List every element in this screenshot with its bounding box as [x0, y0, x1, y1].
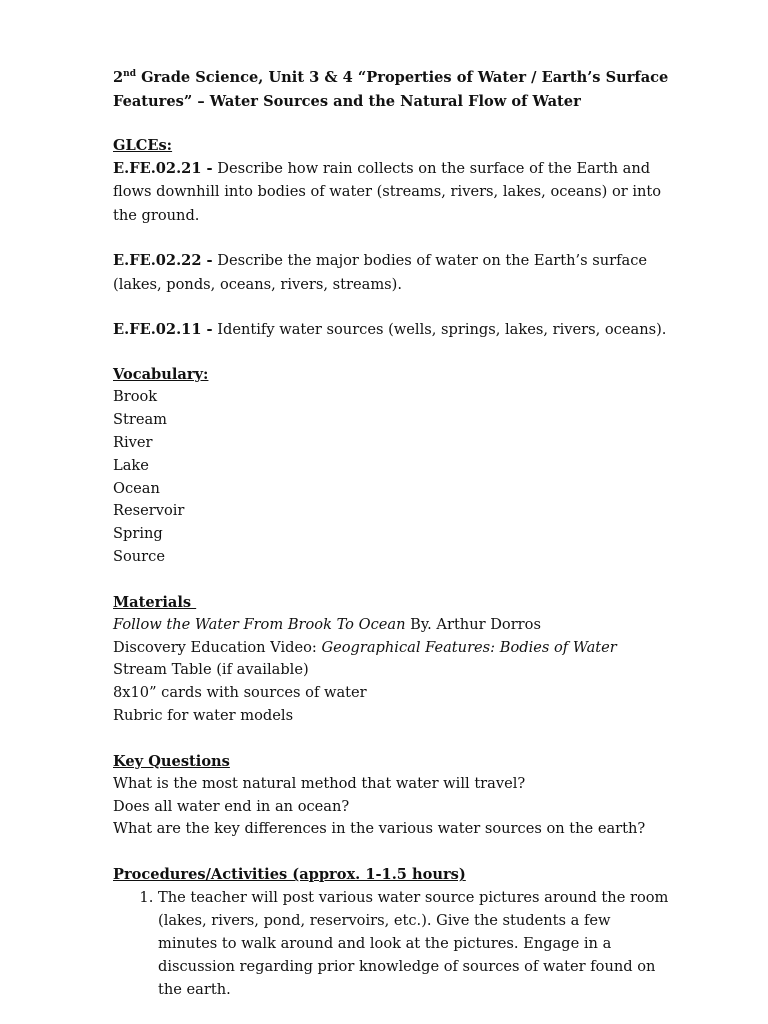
glce-text: Identify water sources (wells, springs, lakes, rivers, oceans).: [212, 321, 667, 339]
vocabulary-word: River: [113, 434, 153, 452]
vocabulary-word: Stream: [113, 411, 168, 429]
materials-video: [113, 637, 673, 660]
materials-section: [113, 591, 673, 728]
vocabulary-word: Ocean: [113, 479, 160, 497]
title-line-2: Features” – Water Sources and the Natural Flow of Water: [113, 93, 581, 110]
title-grade-number: 2: [113, 69, 124, 86]
materials-item: 8x10” cards with sources of water: [113, 684, 367, 702]
video-title: Geographical Features: Bodies of Water: [321, 638, 617, 656]
title-line-1-text: Grade Science, Unit 3 & 4 “Properties of Water / Earth’s Surface: [136, 69, 669, 86]
glce-item-3: [113, 318, 673, 341]
glce-text: Describe how rain collects on the surface of the Earth and flows downhill into bodies of water (streams, rivers, lakes, oceans) or into the ground.: [113, 160, 662, 224]
vocabulary-heading: Vocabulary:: [113, 366, 209, 384]
procedures-section: [113, 863, 673, 1001]
glce-text: Describe the major bodies of water on the Earth’s surface (lakes, ponds, oceans, rivers, streams).: [113, 252, 648, 293]
title-line-1: [113, 66, 673, 90]
key-question: Does all water end in an ocean?: [113, 797, 350, 815]
procedures-list: [113, 886, 673, 1001]
book-author: By. Arthur Dorros: [405, 615, 541, 633]
vocabulary-word: Source: [113, 548, 165, 566]
title-grade-superscript: nd: [123, 69, 136, 79]
glce-code: E.FE.02.21 -: [113, 160, 213, 177]
procedures-heading: Procedures/Activities (approx. 1-1.5 hours): [113, 866, 466, 884]
document-page: [113, 66, 673, 1001]
key-question: What is the most natural method that water will travel?: [113, 774, 526, 792]
video-prefix: Discovery Education Video:: [113, 638, 322, 656]
vocabulary-word: Brook: [113, 388, 158, 406]
vocabulary-word: Lake: [113, 456, 149, 474]
materials-heading: Materials: [113, 593, 197, 611]
key-question: What are the key differences in the various water sources on the earth?: [113, 820, 646, 838]
key-questions-section: [113, 750, 673, 841]
glce-code: E.FE.02.11 -: [113, 321, 213, 339]
glces-section: [113, 134, 673, 341]
materials-item: Stream Table (if available): [113, 661, 309, 679]
glce-item-2: [113, 249, 673, 296]
key-questions-heading: Key Questions: [113, 752, 230, 770]
vocabulary-section: [113, 363, 673, 568]
glces-heading: GLCEs:: [113, 137, 173, 154]
glce-item-1: [113, 157, 673, 227]
glce-code: E.FE.02.22 -: [113, 252, 213, 270]
procedure-item: 1. The teacher will post various water source pictures around the room (lakes, rivers, pond, reservoirs, etc.). Give the students a few minutes to walk around and look at the pictures. Engage in a discussion regarding prior knowledge of sources of water found on the earth.: [158, 886, 673, 1001]
vocabulary-word: Reservoir: [113, 502, 185, 520]
document-title: [113, 66, 673, 114]
materials-item: Rubric for water models: [113, 707, 294, 724]
book-title: Follow the Water From Brook To Ocean: [113, 615, 406, 633]
materials-book: [113, 614, 673, 637]
vocabulary-word: Spring: [113, 525, 163, 543]
